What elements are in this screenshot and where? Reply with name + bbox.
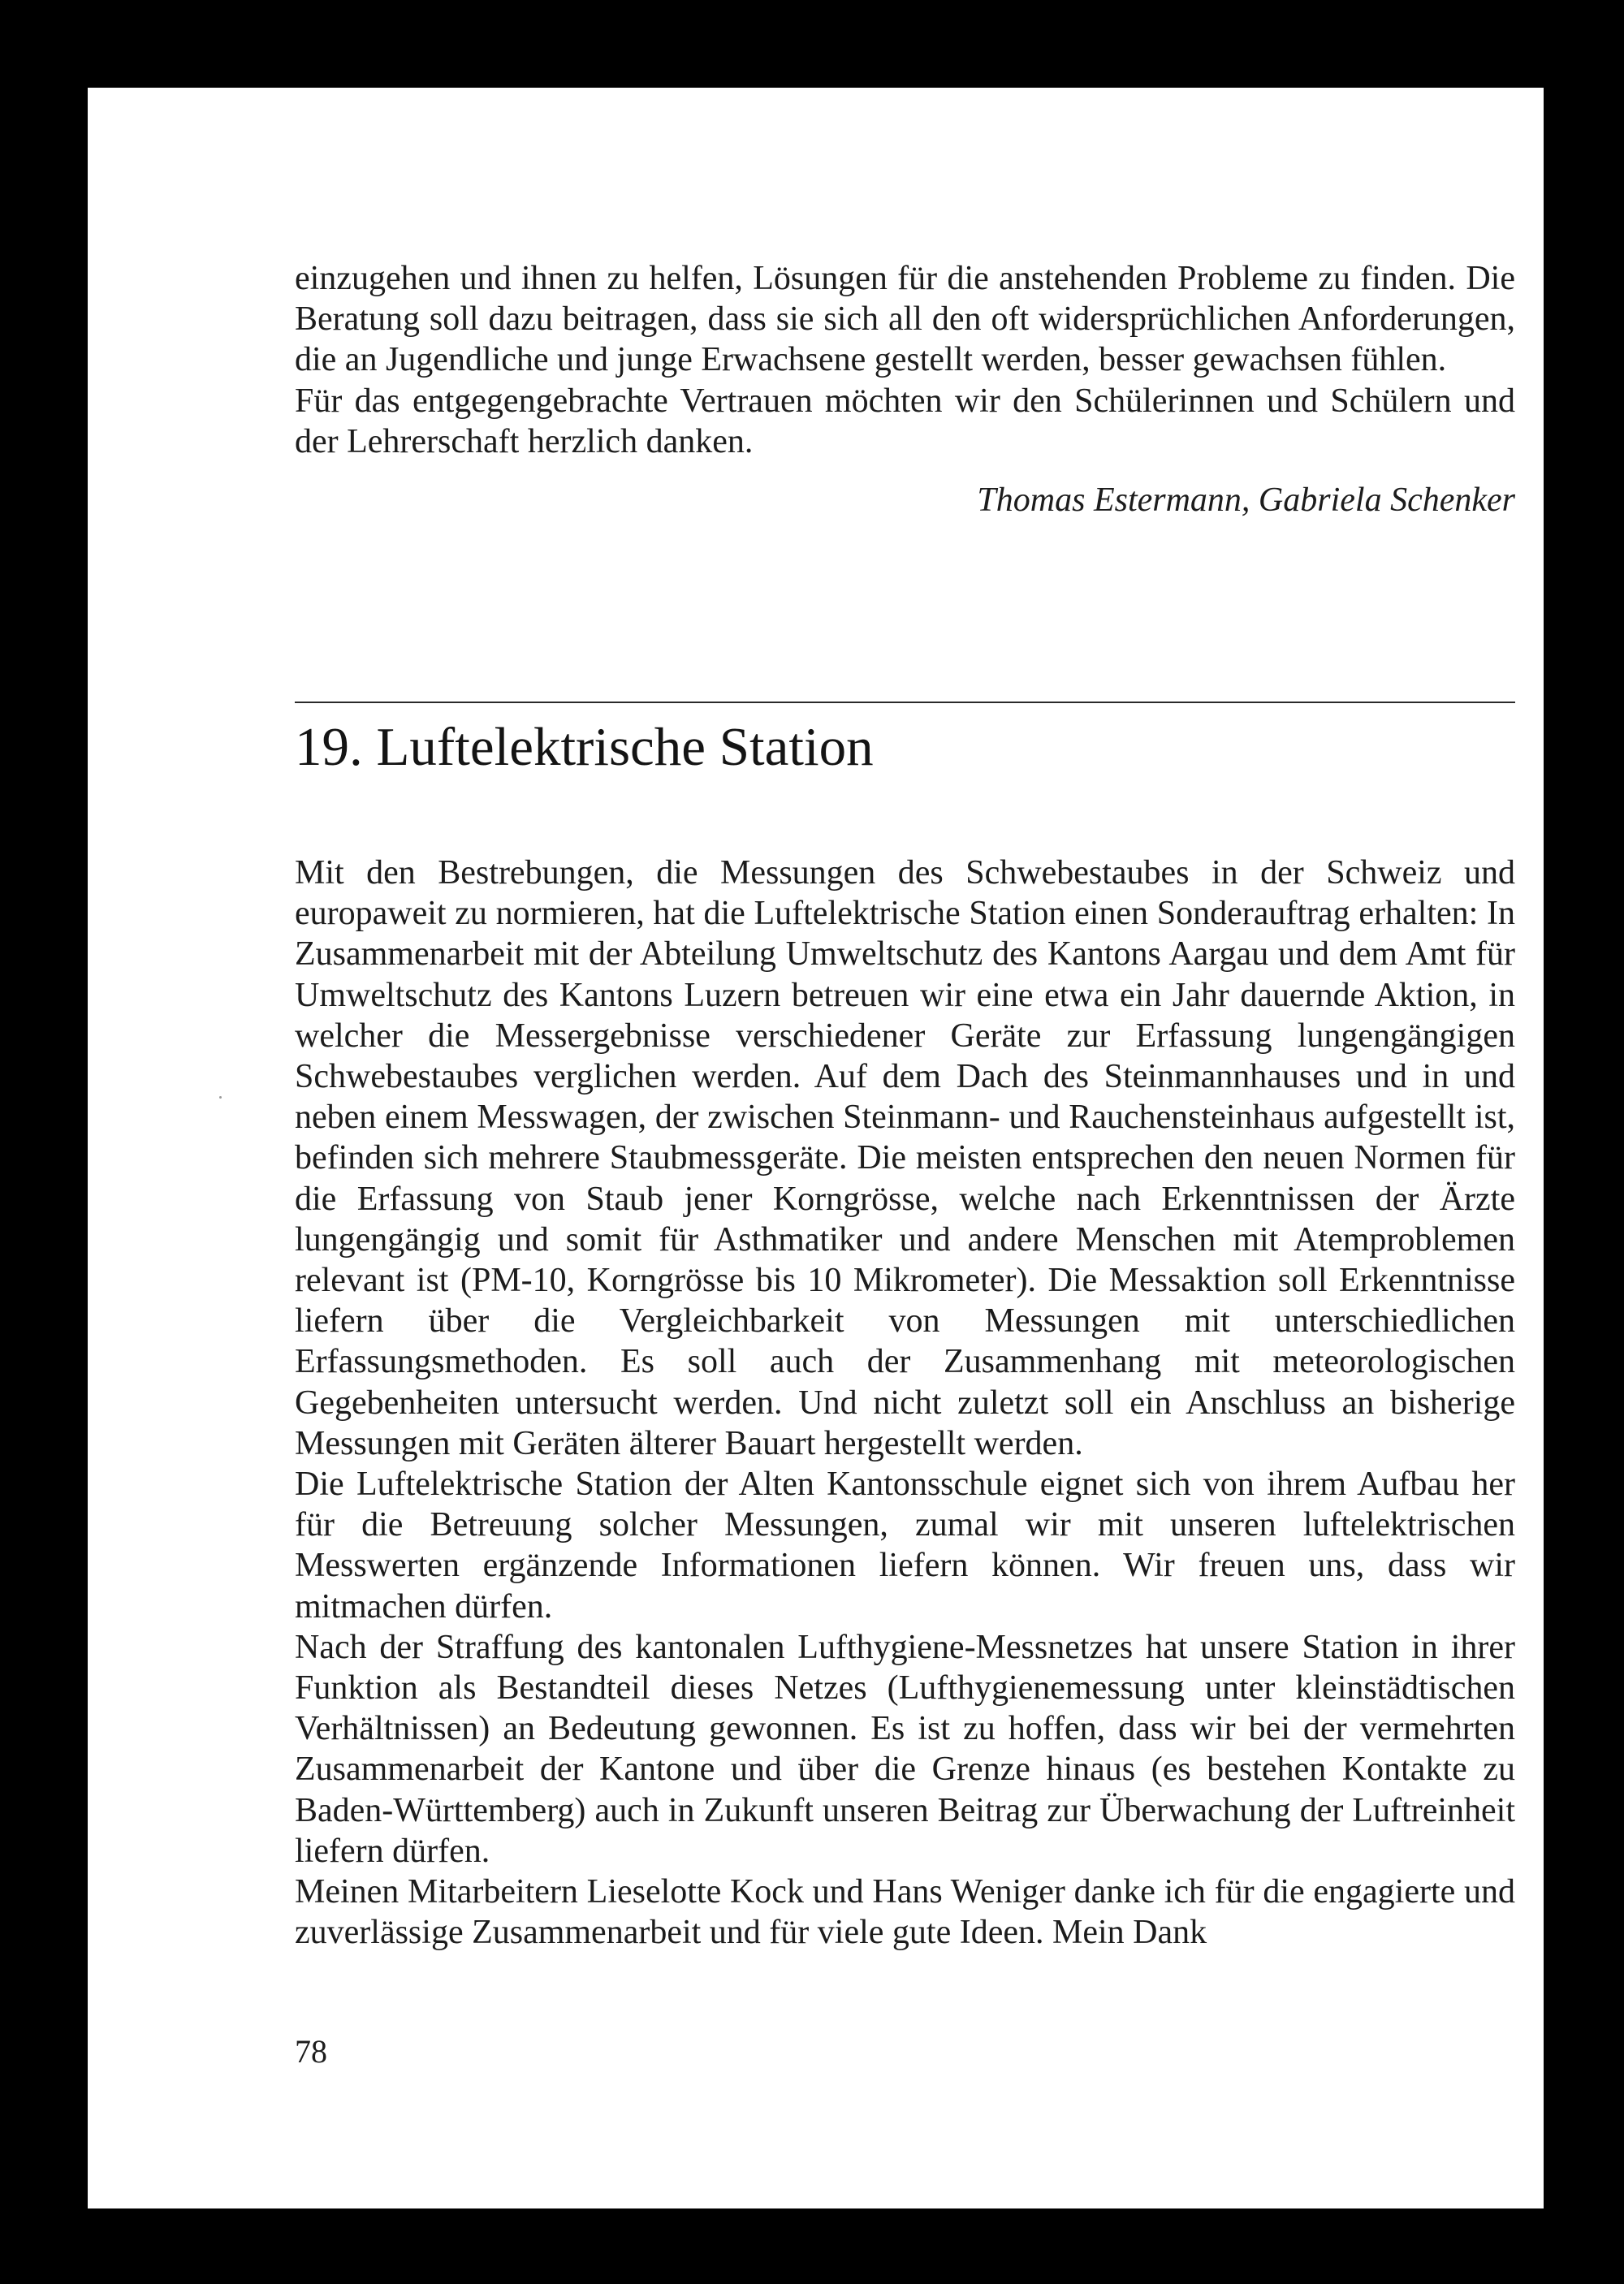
- section-paragraph-1: Mit den Bestrebungen, die Messungen des Schwebestaubes in der Schweiz und europaweit zu normieren, hat die Luftelektrische Station einen Sonderauftrag erhalten: In Zusammenarbeit mit der Abteilung Umweltschutz des Kantons Aargau und dem Amt für Umweltschutz des Kantons Luzern betreuen wir eine etwa ein Jahr dauernde Aktion, in welcher die Messergebnisse verschiedener Geräte zur Erfassung lungengängigen Schwebestaubes verglichen werden. Auf dem Dach des Steinmannhauses und in und neben einem Messwagen, der zwischen Steinmann- und Rauchensteinhaus aufgestellt ist, befinden sich mehrere Staubmessgeräte. Die meisten entsprechen den neuen Normen für die Erfassung von Staub jener Korngrösse, welche nach Erkenntnissen der Ärzte lungengängig und somit für Asthmatiker und andere Menschen mit Atemproblemen relevant ist (PM-10, Korngrösse bis 10 Mikrometer). Die Messaktion soll Erkenntnisse liefern über die Vergleichbarkeit von Messungen mit unterschiedlichen Erfassungsmethoden. Es soll auch der Zusammenhang mit meteorologischen Gegebenheiten untersucht werden. Und nicht zuletzt soll ein Anschluss an bisherige Messungen mit Geräten älterer Bauart hergestellt werden.: [295, 854, 1515, 1462]
- section-paragraph-3: Nach der Straffung des kantonalen Lufthygiene-Messnetzes hat unsere Station in ihrer Funktion als Bestandteil dieses Netzes (Lufthygienemessung unter kleinstädtischen Verhältnissen) an Bedeutung gewonnen. Es ist zu hoffen, dass wir bei der vermehrten Zusammenarbeit der Kantone und über die Grenze hinaus (es bestehen Kontakte zu Baden-Württemberg) auch in Zukunft unseren Beitrag zur Überwachung der Luftreinheit liefern dürfen.: [295, 1628, 1515, 1870]
- section-heading: 19. Luftelektrische Station: [295, 717, 874, 777]
- document-page: [88, 88, 1544, 2208]
- intro-paragraph-1: einzugehen und ihnen zu helfen, Lösungen für die anstehenden Probleme zu finden. Die Beratung soll dazu beitragen, dass sie sich all den oft widersprüchlichen Anforderungen, die an Jugendliche und junge Erwachsene gestellt werden, besser gewachsen fühlen.: [295, 260, 1515, 379]
- intro-section: [295, 258, 1515, 520]
- intro-paragraph-2: Für das entgegengebrachte Vertrauen möchten wir den Schülerinnen und Schülern und der Lehrerschaft herzlich danken.: [295, 382, 1515, 460]
- page-number: 78: [295, 2033, 327, 2070]
- section-paragraph-2: Die Luftelektrische Station der Alten Kantonsschule eignet sich von ihrem Aufbau her für die Betreuung solcher Messungen, zumal wir mit unseren luftelektrischen Messwerten ergänzende Informationen liefern können. Wir freuen uns, dass wir mitmachen dürfen.: [295, 1466, 1515, 1626]
- section-body: [295, 853, 1515, 1953]
- scan-speck: [219, 1096, 222, 1099]
- section-divider: [295, 702, 1515, 703]
- section-paragraph-4: Meinen Mitarbeitern Lieselotte Kock und Hans Weniger danke ich für die engagierte und zuverlässige Zusammenarbeit und für viele gute Ideen. Mein Dank: [295, 1873, 1515, 1952]
- author-signature: Thomas Estermann, Gabriela Schenker: [977, 481, 1515, 520]
